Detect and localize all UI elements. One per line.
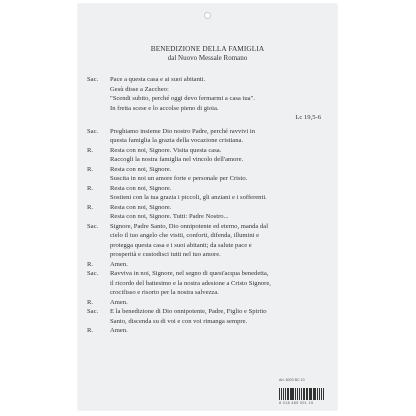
line-text: Suscita in noi un amore forte e personale per Cristo. — [110, 175, 248, 182]
card-title: BENEDIZIONE DELLA FAMIGLIA — [150, 44, 265, 53]
line-text: Ravviva in noi, Signore, nel segno di quest'acqua benedetta, — [110, 270, 269, 277]
line-text: Resta con noi, Signore. — [110, 203, 172, 211]
line-text: Amen. — [110, 327, 128, 334]
line-label — [87, 85, 110, 95]
line-label — [87, 174, 110, 184]
prayer-line — [87, 136, 329, 146]
prayer-line — [87, 326, 329, 336]
prayer-line — [87, 155, 329, 165]
line-label: Sac. — [87, 222, 99, 230]
line-label: R. — [87, 165, 94, 173]
prayer-line — [87, 104, 329, 114]
prayer-card — [78, 4, 337, 410]
prayer-line — [87, 127, 329, 137]
line-label — [87, 155, 110, 165]
line-text: Resta con noi, Signore. — [110, 165, 172, 173]
prayer-line — [87, 231, 329, 241]
prayer-line — [87, 203, 329, 213]
prayer-line — [87, 241, 329, 251]
line-label — [87, 279, 110, 289]
prayer-line — [87, 307, 329, 317]
line-label: Sac. — [87, 308, 99, 315]
prayer-line — [87, 222, 329, 232]
line-text: Amen. — [110, 298, 128, 306]
prayer-line — [87, 250, 329, 260]
line-label: R. — [87, 260, 94, 268]
line-label: R. — [87, 203, 94, 211]
line-text: protegga questa casa e i suoi abitanti; da salute pace e — [110, 241, 252, 249]
barcode-number: 8 018 489 001 15 — [279, 401, 314, 405]
line-text: Santo, discenda su di voi e con voi rimanga sempre. — [110, 317, 248, 325]
line-label: R. — [87, 146, 94, 154]
line-label — [87, 136, 110, 146]
line-text: Resta con noi, Signore. Visita questa casa. — [110, 146, 222, 154]
prayer-line — [87, 269, 329, 279]
line-label — [87, 250, 110, 260]
line-label — [87, 94, 110, 104]
line-text: Sostieni con la tua grazia i piccoli, gli anziani e i sofferenti. — [110, 194, 267, 201]
prayer-line — [87, 288, 329, 298]
prayer-line — [87, 279, 329, 289]
prayer-line — [87, 146, 329, 156]
barcode-image — [279, 384, 325, 400]
line-label — [87, 193, 110, 203]
line-label — [87, 241, 110, 251]
line-text: il ricordo del battesimo e la nostra adesione a Cristo Signore, — [110, 279, 271, 287]
line-text: Preghiamo insieme Dio nostro Padre, perché ravvivi in — [110, 127, 256, 135]
line-label — [87, 317, 110, 327]
line-label: Sac. — [87, 127, 99, 135]
line-label — [87, 231, 110, 241]
prayer-line — [87, 260, 329, 270]
line-text: prosperità e custodisci tutti nel tuo amore. — [110, 251, 221, 258]
scripture-reference — [87, 113, 329, 123]
prayer-line — [87, 212, 329, 222]
line-label: R. — [87, 298, 94, 306]
line-label — [87, 104, 110, 114]
prayer-body — [87, 75, 329, 336]
line-text: Gesù disse a Zaccheo: — [110, 85, 169, 93]
line-text: questa famiglia la grazia della vocazione cristiana. — [110, 137, 244, 144]
line-text: Amen. — [110, 260, 128, 268]
line-text: "Scendi subito, perché oggi devo fermarmi a casa tua". — [110, 95, 255, 102]
line-text: In fretta scese e lo accolse pieno di gioia. — [110, 104, 219, 112]
prayer-line — [87, 165, 329, 175]
prayer-line — [87, 85, 329, 95]
line-text: crocifisso e risorto per la nostra salvezza. — [110, 289, 219, 296]
prayer-line — [87, 174, 329, 184]
line-label: R. — [87, 327, 94, 334]
prayer-line — [87, 193, 329, 203]
line-text: Pace a questa casa e ai suoi abitanti. — [110, 76, 206, 83]
line-text: E la benedizione di Dio onnipotente, Padre, Figlio e Spirito — [110, 308, 267, 315]
card-subtitle: dal Nuovo Messale Romano — [167, 54, 248, 62]
line-text: Signore, Padre Santo, Dio onnipotente ed eterno, manda dal — [110, 222, 269, 230]
reference-text: Lc 19,5-6 — [295, 114, 321, 121]
line-label: R. — [87, 184, 94, 192]
line-text: cielo il tuo angelo che visiti, conforti, difenda, illumini e — [110, 232, 260, 239]
prayer-line — [87, 317, 329, 327]
line-text: Resta con noi, Signore. — [110, 184, 172, 192]
line-text: Resta con noi, Signore. Tutti: Padre Nostro... — [110, 213, 229, 220]
line-label — [87, 212, 110, 222]
line-text: Raccogli la nostra famiglia nel vincolo dell'amore. — [110, 156, 244, 163]
line-label: Sac. — [87, 76, 99, 83]
hanging-hole — [204, 12, 211, 19]
prayer-line — [87, 75, 329, 85]
prayer-line — [87, 184, 329, 194]
prayer-line — [87, 94, 329, 104]
line-label: Sac. — [87, 270, 99, 277]
line-label — [87, 288, 110, 298]
prayer-line — [87, 298, 329, 308]
article-code: Art. 6003 BC 10 — [279, 378, 305, 382]
